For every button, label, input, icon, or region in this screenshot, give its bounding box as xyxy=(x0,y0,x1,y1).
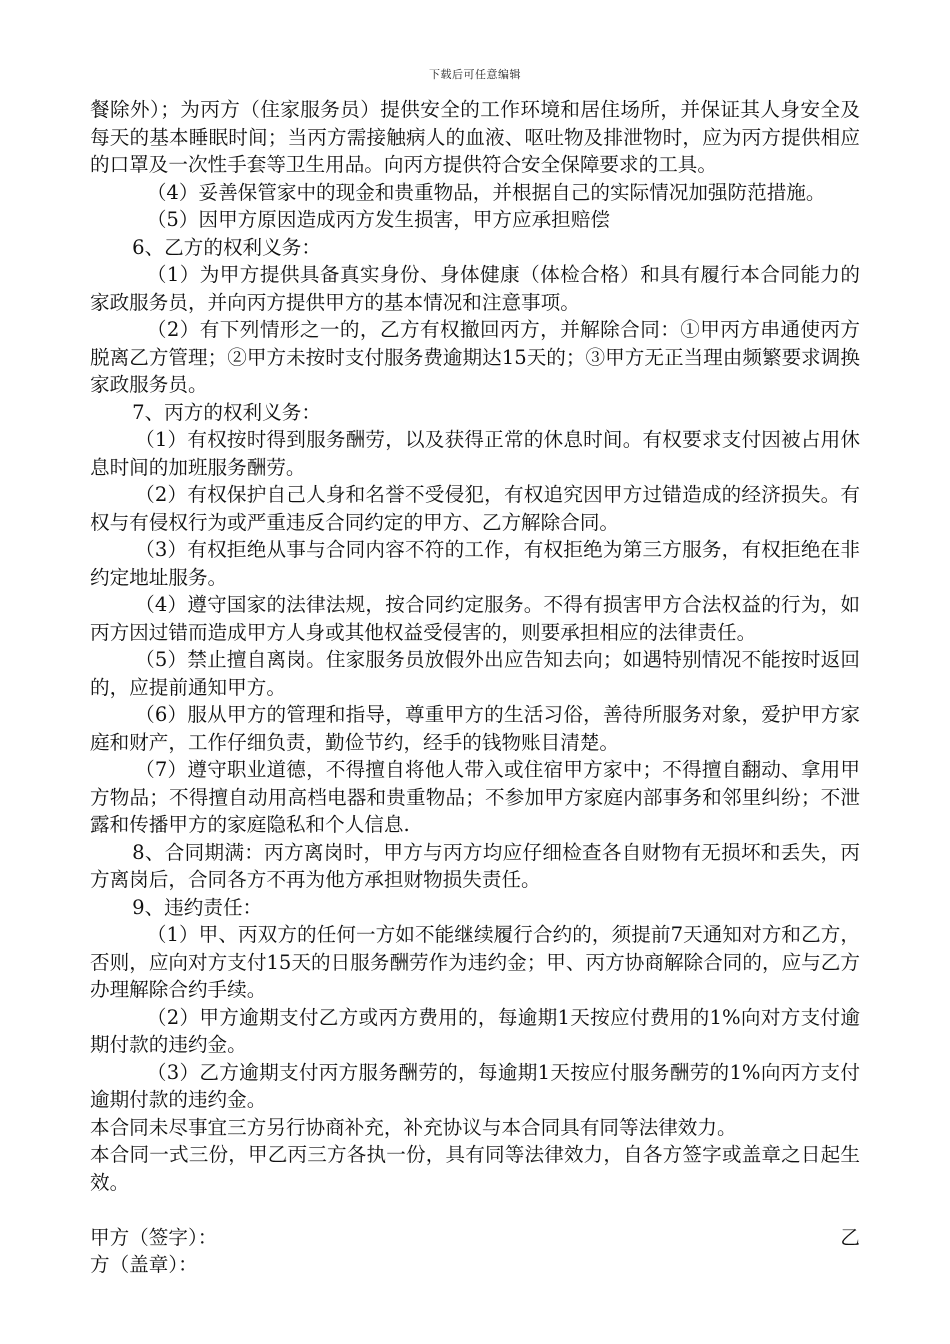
contract-paragraph: （3）乙方逾期支付丙方服务酬劳的，每逾期1天按应付服务酬劳的1%向丙方支付逾期付款的违约金。 xyxy=(90,1060,860,1111)
contract-paragraph: （1）为甲方提供具备真实身份、身体健康（体检合格）和具有履行本合同能力的家政服务员，并向丙方提供甲方的基本情况和注意事项。 xyxy=(90,263,860,314)
contract-paragraph: 7、丙方的权利义务： xyxy=(132,400,321,424)
contract-paragraph: （3）有权拒绝从事与合同内容不符的工作，有权拒绝为第三方服务，有权拒绝在非约定地址服务。 xyxy=(90,538,860,589)
contract-body xyxy=(90,96,860,1279)
contract-paragraph: （1）甲、丙双方的任何一方如不能继续履行合约的，须提前7天通知对方和乙方，否则，应向对方支付15天的日服务酬劳作为违约金；甲、丙方协商解除合同的，应与乙方办理解除合约手续。 xyxy=(90,923,860,1001)
contract-paragraph: （2）有下列情形之一的，乙方有权撤回丙方，并解除合同：①甲丙方串通使丙方脱离乙方管理；②甲方未按时支付服务费逾期达15天的；③甲方无正当理由频繁要求调换家政服务员。 xyxy=(90,318,860,396)
contract-paragraph: （4）遵守国家的法律法规，按合同约定服务。不得有损害甲方合法权益的行为，如丙方因过错而造成甲方人身或其他权益受侵害的，则要承担相应的法律责任。 xyxy=(90,593,860,644)
contract-paragraph: 本合同一式三份，甲乙丙三方各执一份，具有同等法律效力，自各方签字或盖章之日起生效。 xyxy=(90,1143,860,1194)
contract-clauses xyxy=(90,96,860,1196)
party-b-signature-label-start: 乙 xyxy=(840,1225,860,1249)
contract-paragraph: （4）妥善保管家中的现金和贵重物品，并根据自己的实际情况加强防范措施。 xyxy=(146,180,826,204)
party-a-signature-label: 甲方（签字）： xyxy=(90,1225,218,1249)
contract-paragraph: （2）有权保护自己人身和名誉不受侵犯，有权追究因甲方过错造成的经济损失。有权与有侵权行为或严重违反合同约定的甲方、乙方解除合同。 xyxy=(90,483,860,534)
contract-paragraph: （6）服从甲方的管理和指导，尊重甲方的生活习俗，善待所服务对象，爱护甲方家庭和财产，工作仔细负责，勤俭节约，经手的钱物账目清楚。 xyxy=(90,703,860,754)
contract-paragraph: （7）遵守职业道德，不得擅自将他人带入或住宿甲方家中；不得擅自翻动、拿用甲方物品；不得擅自动用高档电器和贵重物品；不参加甲方家庭内部事务和邻里纠纷；不泄露和传播甲方的家庭隐私和个人信息. xyxy=(90,758,860,836)
contract-paragraph: （5）因甲方原因造成丙方发生损害，甲方应承担赔偿 xyxy=(146,208,610,231)
signature-row xyxy=(90,1224,860,1252)
contract-paragraph: 餐除外）；为丙方（住家服务员）提供安全的工作环境和居住场所，并保证其人身安全及每天的基本睡眠时间；当丙方需接触病人的血液、呕吐物及排泄物时，应为丙方提供相应的口罩及一次性手套等卫生用品。向丙方提供符合安全保障要求的工具。 xyxy=(90,98,860,176)
page-header-note: 下载后可任意编辑 xyxy=(429,68,521,81)
contract-paragraph: （5）禁止擅自离岗。住家服务员放假外出应告知去向；如遇特别情况不能按时返回的，应提前通知甲方。 xyxy=(90,648,860,699)
contract-paragraph: （1）有权按时得到服务酬劳，以及获得正常的休息时间。有权要求支付因被占用休息时间的加班服务酬劳。 xyxy=(90,428,860,479)
contract-paragraph: 9、违约责任： xyxy=(132,895,263,919)
contract-paragraph: 6、乙方的权利义务： xyxy=(132,235,321,259)
contract-paragraph: 8、合同期满：丙方离岗时，甲方与丙方均应仔细检查各自财物有无损坏和丢失，丙方离岗后，合同各方不再为他方承担财物损失责任。 xyxy=(90,840,860,891)
contract-paragraph: （2）甲方逾期支付乙方或丙方费用的，每逾期1天按应付费用的1%向对方支付逾期付款的违约金。 xyxy=(90,1005,860,1056)
party-b-signature-label-end: 方（盖章）： xyxy=(90,1253,198,1276)
contract-paragraph: 本合同未尽事宜三方另行协商补充，补充协议与本合同具有同等法律效力。 xyxy=(90,1115,737,1139)
